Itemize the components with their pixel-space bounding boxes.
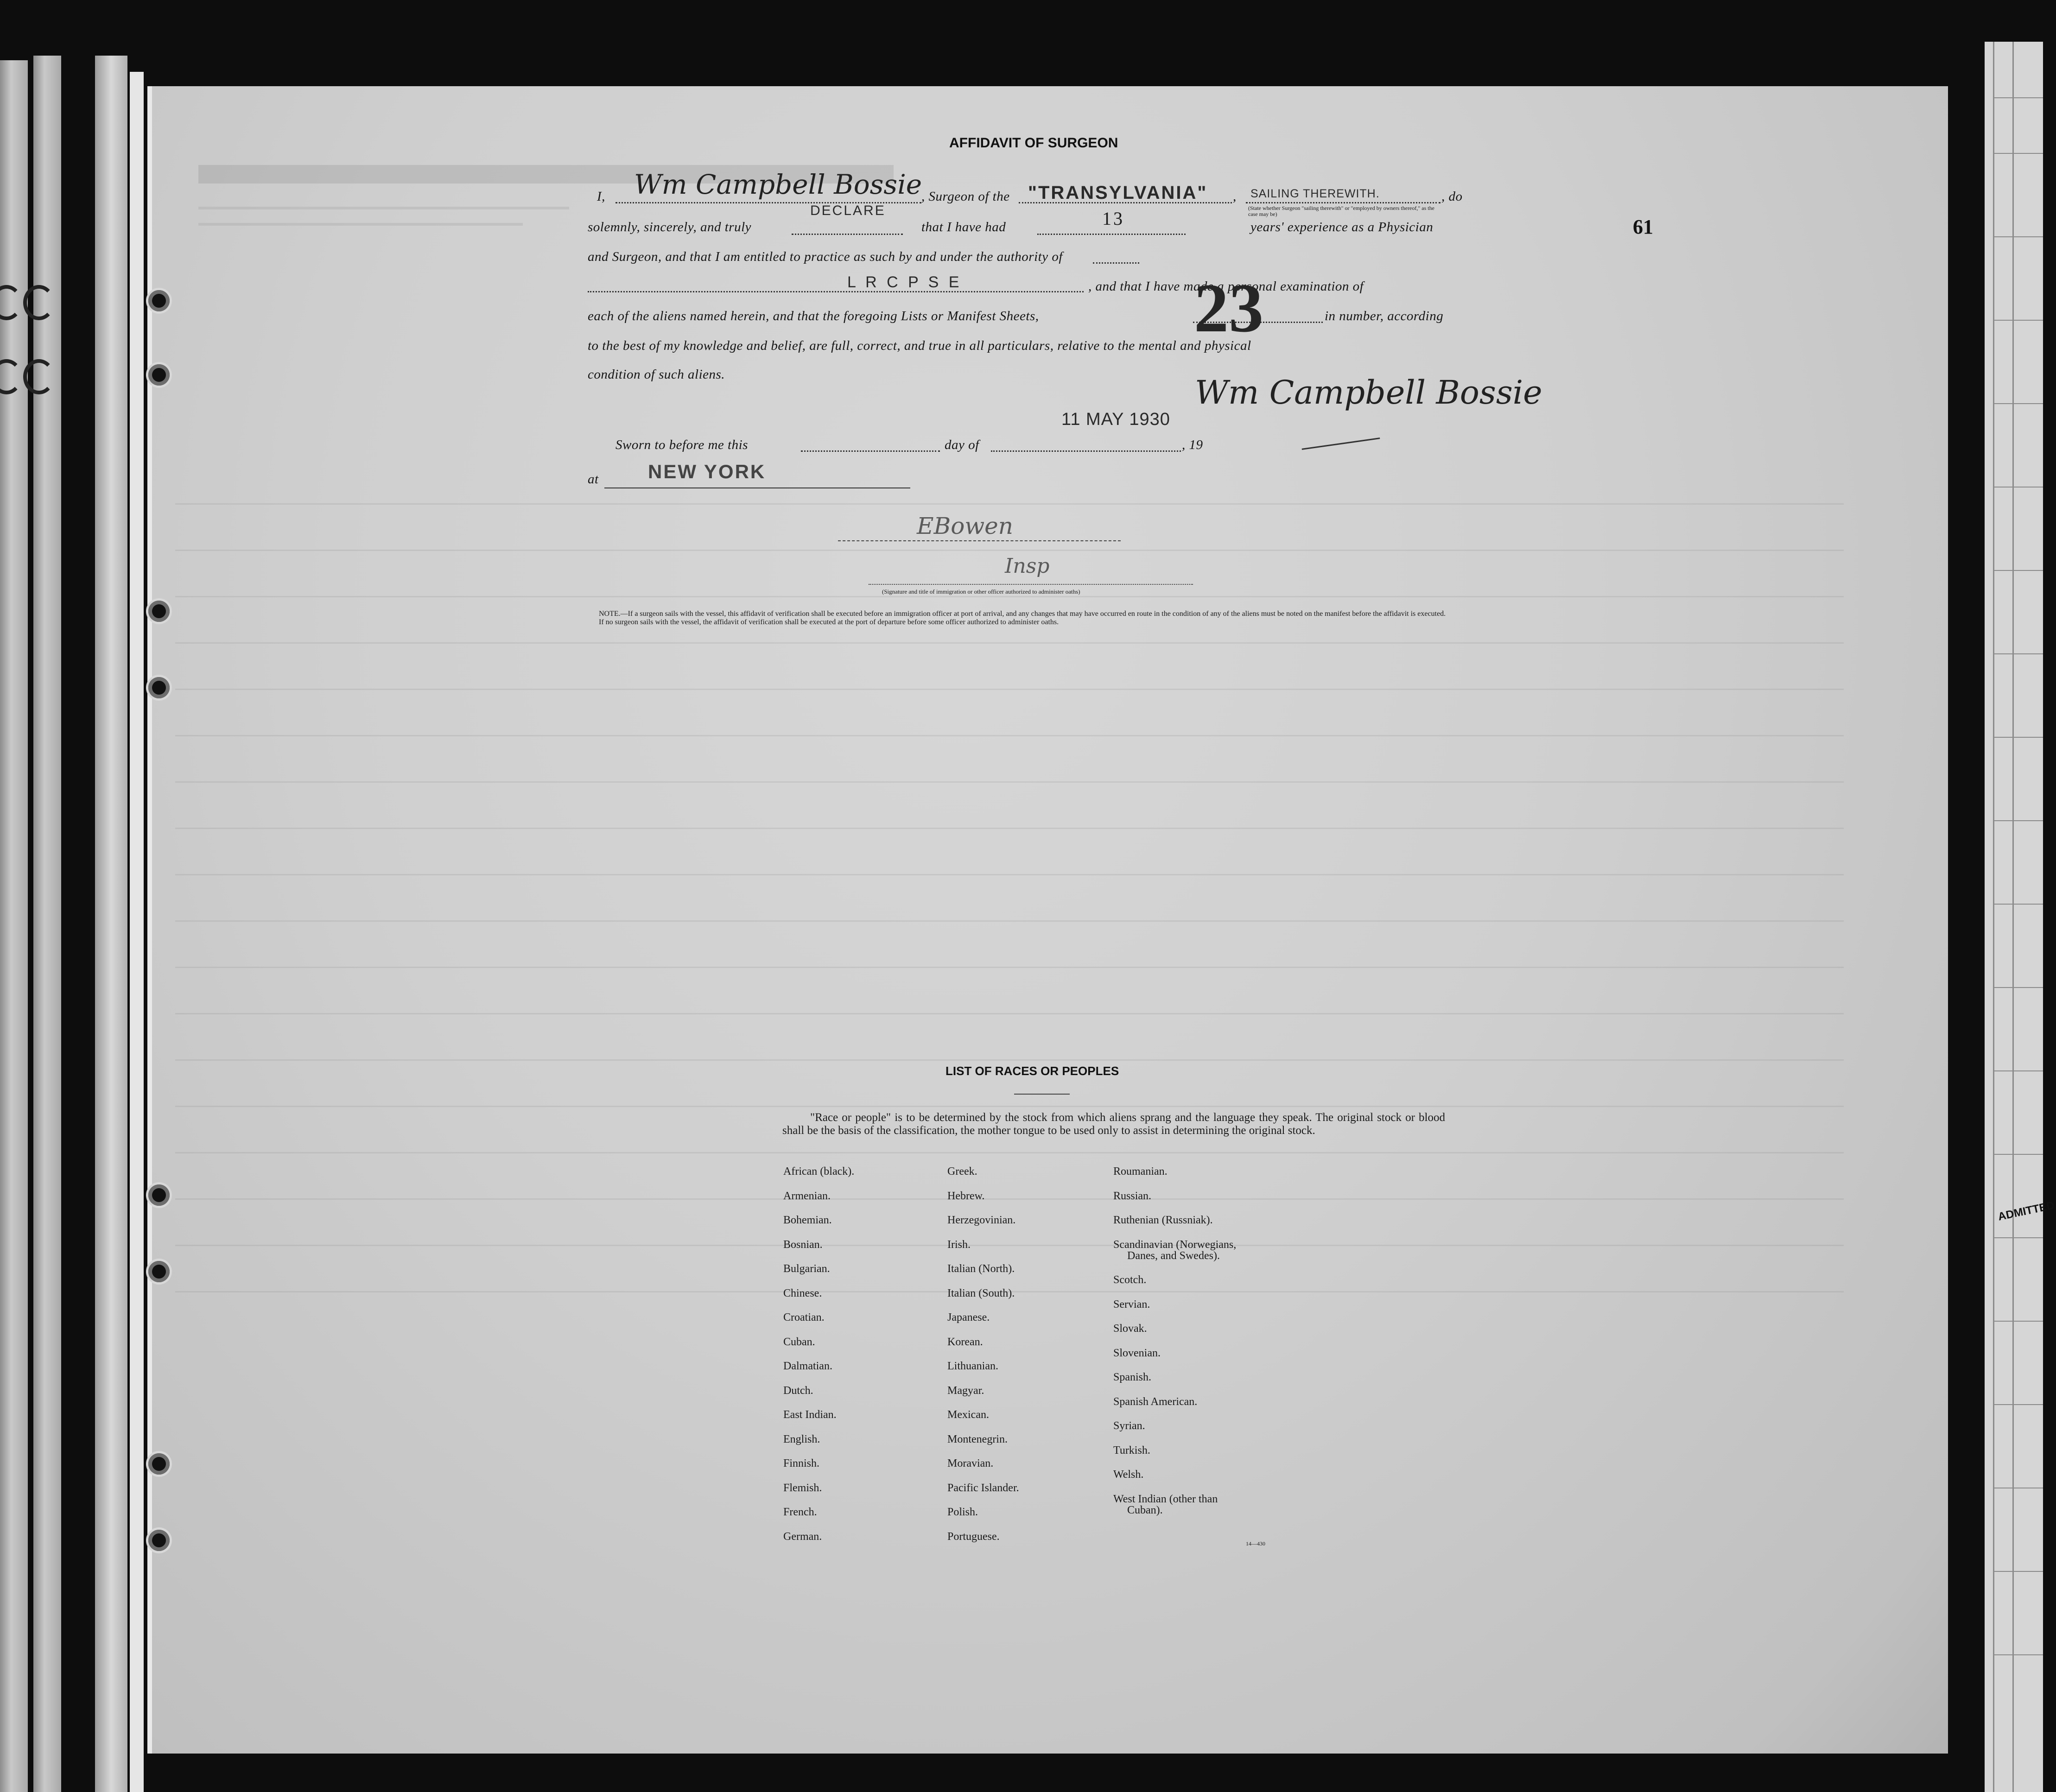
race-item: German. [783, 1530, 822, 1543]
race-item: Bulgarian. [783, 1263, 830, 1275]
race-item: Lithuanian. [947, 1360, 998, 1372]
punch-hole [148, 1453, 170, 1475]
note-text-2: If no surgeon sails with the vessel, the affidavit of verification shall be executed at the port of departure before some officer authorized to administer oaths. [599, 618, 1059, 626]
race-item: East Indian. [783, 1409, 837, 1421]
race-item: Italian (North). [947, 1263, 1015, 1275]
line3: and Surgeon, and that I am entitled to practice as such by and under the authority of [588, 249, 1063, 264]
declare-stamp: DECLARE [810, 203, 886, 218]
race-item: Cuban. [783, 1336, 815, 1348]
punch-hole [148, 290, 170, 311]
sailing-therewith-stamp: SAILING THEREWITH. [1250, 187, 1380, 200]
races-title: LIST OF RACES OR PEOPLES [946, 1064, 1119, 1078]
race-item: Welsh. [1113, 1469, 1144, 1481]
punch-hole [148, 1184, 170, 1206]
race-item: Bosnian. [783, 1238, 823, 1251]
line1-surgeon-of: , Surgeon of the [921, 189, 1010, 204]
at-place: NEW YORK [648, 461, 766, 482]
race-item: Greek. [947, 1165, 977, 1178]
race-item: Moravian. [947, 1457, 994, 1469]
line4-rest: , and that I have made a personal examination of [1088, 279, 1364, 294]
race-item: Dalmatian. [783, 1360, 832, 1372]
years-value: 13 [1102, 208, 1124, 229]
race-item: Dutch. [783, 1384, 813, 1397]
race-item: Scandinavian (Norwegians, [1113, 1238, 1237, 1251]
line6: to the best of my knowledge and belief, are full, correct, and true in all particulars, relative to the mental and physical [588, 338, 1251, 353]
race-item: Flemish. [783, 1482, 822, 1494]
surgeon-signature: Wm Campbell Bossie [1195, 374, 1542, 412]
races-intro: "Race or people" is to be determined by the stock from which aliens sprang and the language they speak. The original stock or blood shall be the basis of the classification, the mother tongue to be used only to assist in determining the original stock. [782, 1111, 1445, 1137]
line1-comma: , [1233, 189, 1237, 204]
punch-hole [148, 601, 170, 622]
race-item: Bohemian. [783, 1214, 832, 1226]
race-item: Armenian. [783, 1190, 831, 1202]
race-item: Scotch. [1113, 1274, 1147, 1286]
officer-caption: (Signature and title of immigration or other officer authorized to administer oaths) [882, 588, 1080, 595]
line1-do: , do [1441, 189, 1463, 204]
line1-i: I, [597, 189, 605, 204]
officer-title-line [869, 584, 1193, 585]
race-item: Croatian. [783, 1311, 825, 1323]
race-item: Mexican. [947, 1409, 989, 1421]
line2-years: years' experience as a Physician [1250, 220, 1434, 234]
race-item: Korean. [947, 1336, 983, 1348]
line2-solemnly: solemnly, sincerely, and truly [588, 220, 752, 234]
punch-hole [148, 1530, 170, 1551]
sworn-day-of: day of [945, 437, 979, 452]
left-page-edge [130, 72, 144, 1792]
signature-stroke [1302, 437, 1380, 450]
affidavit-heading: AFFIDAVIT OF SURGEON [949, 135, 1118, 151]
note-text-1: —If a surgeon sails with the vessel, this affidavit of verification shall be executed before an immigration officer at port of arrival, and any changes that may have occurred en route in the condition of any of the aliens must be noted on the manifest before the affidavit is executed. [620, 610, 1446, 618]
race-item: Syrian. [1113, 1420, 1145, 1432]
race-item: Herzegovinian. [947, 1214, 1016, 1226]
races-title-rule [1014, 1094, 1070, 1095]
race-item: Slovenian. [1113, 1347, 1161, 1359]
authority-value: L R C P S E [847, 273, 962, 291]
binder-hole [23, 359, 55, 394]
race-item: Portuguese. [947, 1530, 1000, 1543]
officer-signature: EBowen [917, 513, 1013, 539]
officer-sig-line [838, 540, 1121, 541]
race-item: Magyar. [947, 1384, 984, 1397]
sworn-19: , 19 [1182, 437, 1203, 452]
officer-title: Insp [1005, 554, 1050, 578]
race-item: Polish. [947, 1506, 978, 1518]
form-number: 14—430 [1246, 1540, 1265, 1547]
manifest-sheet [147, 86, 1948, 1754]
race-item: Roumanian. [1113, 1165, 1168, 1178]
page-number: 61 [1633, 215, 1653, 238]
race-item: Finnish. [783, 1457, 820, 1469]
line5-a: each of the aliens named herein, and that the foregoing Lists or Manifest Sheets, [588, 309, 1039, 323]
affidavit-note [583, 610, 1454, 627]
race-item: Cuban). [1127, 1504, 1163, 1516]
binder-hole [23, 285, 55, 320]
race-item: French. [783, 1506, 817, 1518]
admitted-stamp: ADMITTED [1997, 1199, 2056, 1223]
state-note: (State whether Surgeon "sailing therewith" or "employed by owners thereof," as the case may be) [1248, 205, 1434, 217]
vessel-name: "TRANSYLVANIA" [1028, 183, 1208, 203]
race-item: Slovak. [1113, 1323, 1147, 1335]
line2-that: that I have had [921, 220, 1006, 234]
race-item: Servian. [1113, 1298, 1150, 1311]
punch-hole [148, 1261, 170, 1282]
race-item: African (black). [783, 1165, 855, 1178]
race-item: Turkish. [1113, 1444, 1150, 1456]
race-item: Hebrew. [947, 1190, 985, 1202]
race-item: Russian. [1113, 1190, 1152, 1202]
line7: condition of such aliens. [588, 367, 725, 382]
race-item: Pacific Islander. [947, 1482, 1019, 1494]
race-item: Japanese. [947, 1311, 990, 1323]
at-label: at [588, 472, 599, 487]
left-page-edge [95, 56, 127, 1792]
date-stamp: 11 MAY 1930 [1061, 410, 1170, 429]
race-item: West Indian (other than [1113, 1493, 1218, 1505]
race-item: Italian (South). [947, 1287, 1015, 1299]
surgeon-name: Wm Campbell Bossie [634, 169, 922, 200]
line5-b: in number, according [1325, 309, 1444, 323]
race-item: Ruthenian (Russniak). [1113, 1214, 1213, 1226]
note-label: NOTE. [599, 610, 621, 618]
sworn-before: Sworn to before me this [616, 437, 748, 452]
race-item: Chinese. [783, 1287, 822, 1299]
race-item: Irish. [947, 1238, 971, 1251]
race-item: Montenegrin. [947, 1433, 1008, 1445]
race-item: Spanish. [1113, 1371, 1152, 1383]
punch-hole [148, 677, 170, 698]
race-item: Spanish American. [1113, 1395, 1198, 1408]
race-item: English. [783, 1433, 820, 1445]
sheets-count: 23 [1194, 270, 1263, 347]
right-adjacent-page [1985, 42, 2056, 1792]
punch-hole [148, 364, 170, 386]
race-item: Danes, and Swedes). [1127, 1249, 1220, 1262]
